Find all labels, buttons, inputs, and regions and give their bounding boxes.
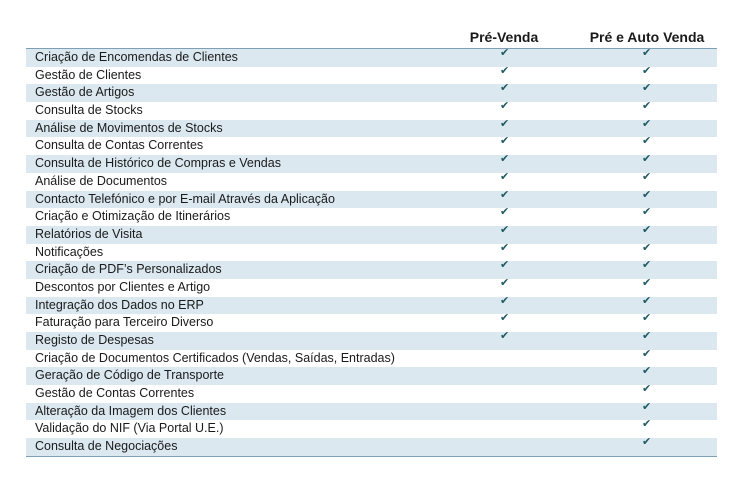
feature-label: Criação de PDF’s Personalizados (35, 262, 222, 277)
feature-label: Gestão de Clientes (35, 67, 142, 82)
table-row (26, 137, 717, 155)
table-row (26, 438, 717, 456)
table-row (26, 385, 717, 403)
table-row (26, 102, 717, 120)
check-icon: ✔ (642, 259, 652, 272)
table-row (26, 367, 717, 385)
check-icon: ✔ (500, 117, 510, 130)
table-row (26, 84, 717, 102)
check-icon: ✔ (642, 436, 652, 449)
column-header-pre-venda: Pré-Venda (469, 29, 539, 45)
table-row (26, 155, 717, 173)
check-icon: ✔ (642, 188, 652, 201)
check-icon: ✔ (500, 82, 510, 95)
check-icon: ✔ (500, 330, 510, 342)
check-icon: ✔ (642, 276, 652, 289)
check-icon: ✔ (642, 135, 652, 148)
check-icon: ✔ (642, 153, 652, 166)
feature-label: Análise de Documentos (35, 173, 168, 188)
check-icon: ✔ (642, 312, 652, 325)
table-row (26, 294, 717, 315)
feature-label: Análise de Movimentos de Stocks (35, 120, 223, 135)
feature-label: Descontos por Clientes e Artigo (35, 279, 211, 294)
check-icon: ✔ (642, 365, 652, 378)
check-icon: ✔ (642, 82, 652, 95)
check-icon: ✔ (500, 241, 510, 254)
check-icon: ✔ (500, 153, 510, 166)
table-row (26, 347, 717, 368)
check-icon: ✔ (500, 312, 510, 325)
table-bottom-rule (26, 456, 717, 457)
table-row (26, 117, 717, 138)
check-icon: ✔ (642, 347, 652, 360)
check-icon: ✔ (642, 170, 652, 183)
table-row (26, 208, 717, 226)
feature-label: Faturação para Terceiro Diverso (35, 315, 214, 330)
table-body (26, 49, 717, 456)
column-header-pre-e-auto-venda: Pré e Auto Venda (589, 29, 705, 45)
check-icon: ✔ (500, 259, 510, 272)
table-row (26, 261, 717, 279)
feature-label: Registo de Despesas (35, 333, 154, 347)
check-icon: ✔ (642, 383, 652, 396)
check-icon: ✔ (500, 47, 510, 59)
table-row (26, 49, 717, 67)
check-icon: ✔ (500, 170, 510, 183)
table-row (26, 170, 717, 191)
check-icon: ✔ (642, 206, 652, 219)
check-icon: ✔ (642, 117, 652, 130)
table-row (26, 188, 717, 209)
feature-label: Validação do NIF (Via Portal U.E.) (35, 421, 224, 436)
check-icon: ✔ (642, 294, 652, 307)
table-row (26, 420, 717, 438)
check-icon: ✔ (642, 100, 652, 113)
feature-label: Geração de Código de Transporte (35, 368, 225, 383)
feature-label: Consulta de Negociações (35, 439, 178, 454)
feature-label: Contacto Telefónico e por E-mail Através da Aplicação (35, 191, 335, 206)
feature-label: Consulta de Stocks (35, 103, 143, 118)
check-icon: ✔ (500, 206, 510, 219)
feature-comparison-table (26, 29, 717, 457)
check-icon: ✔ (642, 47, 652, 59)
feature-label: Criação de Encomendas de Clientes (35, 50, 238, 64)
table-row (26, 400, 717, 421)
feature-label: Gestão de Artigos (35, 85, 135, 100)
table-row (26, 223, 717, 244)
feature-label: Consulta de Histórico de Compras e Vendas (35, 156, 281, 171)
table-row (26, 241, 717, 262)
check-icon: ✔ (500, 223, 510, 236)
check-icon: ✔ (642, 400, 652, 413)
check-icon: ✔ (642, 64, 652, 77)
check-icon: ✔ (500, 135, 510, 148)
feature-label: Consulta de Contas Correntes (35, 138, 204, 153)
feature-label: Gestão de Contas Correntes (35, 386, 195, 401)
check-icon: ✔ (642, 223, 652, 236)
feature-label: Notificações (35, 244, 104, 259)
table-row (26, 64, 717, 85)
feature-label: Criação de Documentos Certificados (Vendas, Saídas, Entradas) (35, 350, 395, 365)
table-row (26, 276, 717, 297)
feature-label: Integração dos Dados no ERP (35, 297, 204, 312)
check-icon: ✔ (500, 276, 510, 289)
check-icon: ✔ (642, 241, 652, 254)
check-icon: ✔ (642, 418, 652, 431)
table-row (26, 314, 717, 332)
check-icon: ✔ (500, 294, 510, 307)
check-icon: ✔ (642, 330, 652, 342)
check-icon: ✔ (500, 64, 510, 77)
check-icon: ✔ (500, 100, 510, 113)
feature-label: Relatórios de Visita (35, 226, 143, 241)
feature-label: Alteração da Imagem dos Clientes (35, 403, 227, 418)
feature-label: Criação e Otimização de Itinerários (35, 209, 231, 224)
table-row (26, 332, 717, 350)
check-icon: ✔ (500, 188, 510, 201)
table-header (26, 29, 717, 49)
